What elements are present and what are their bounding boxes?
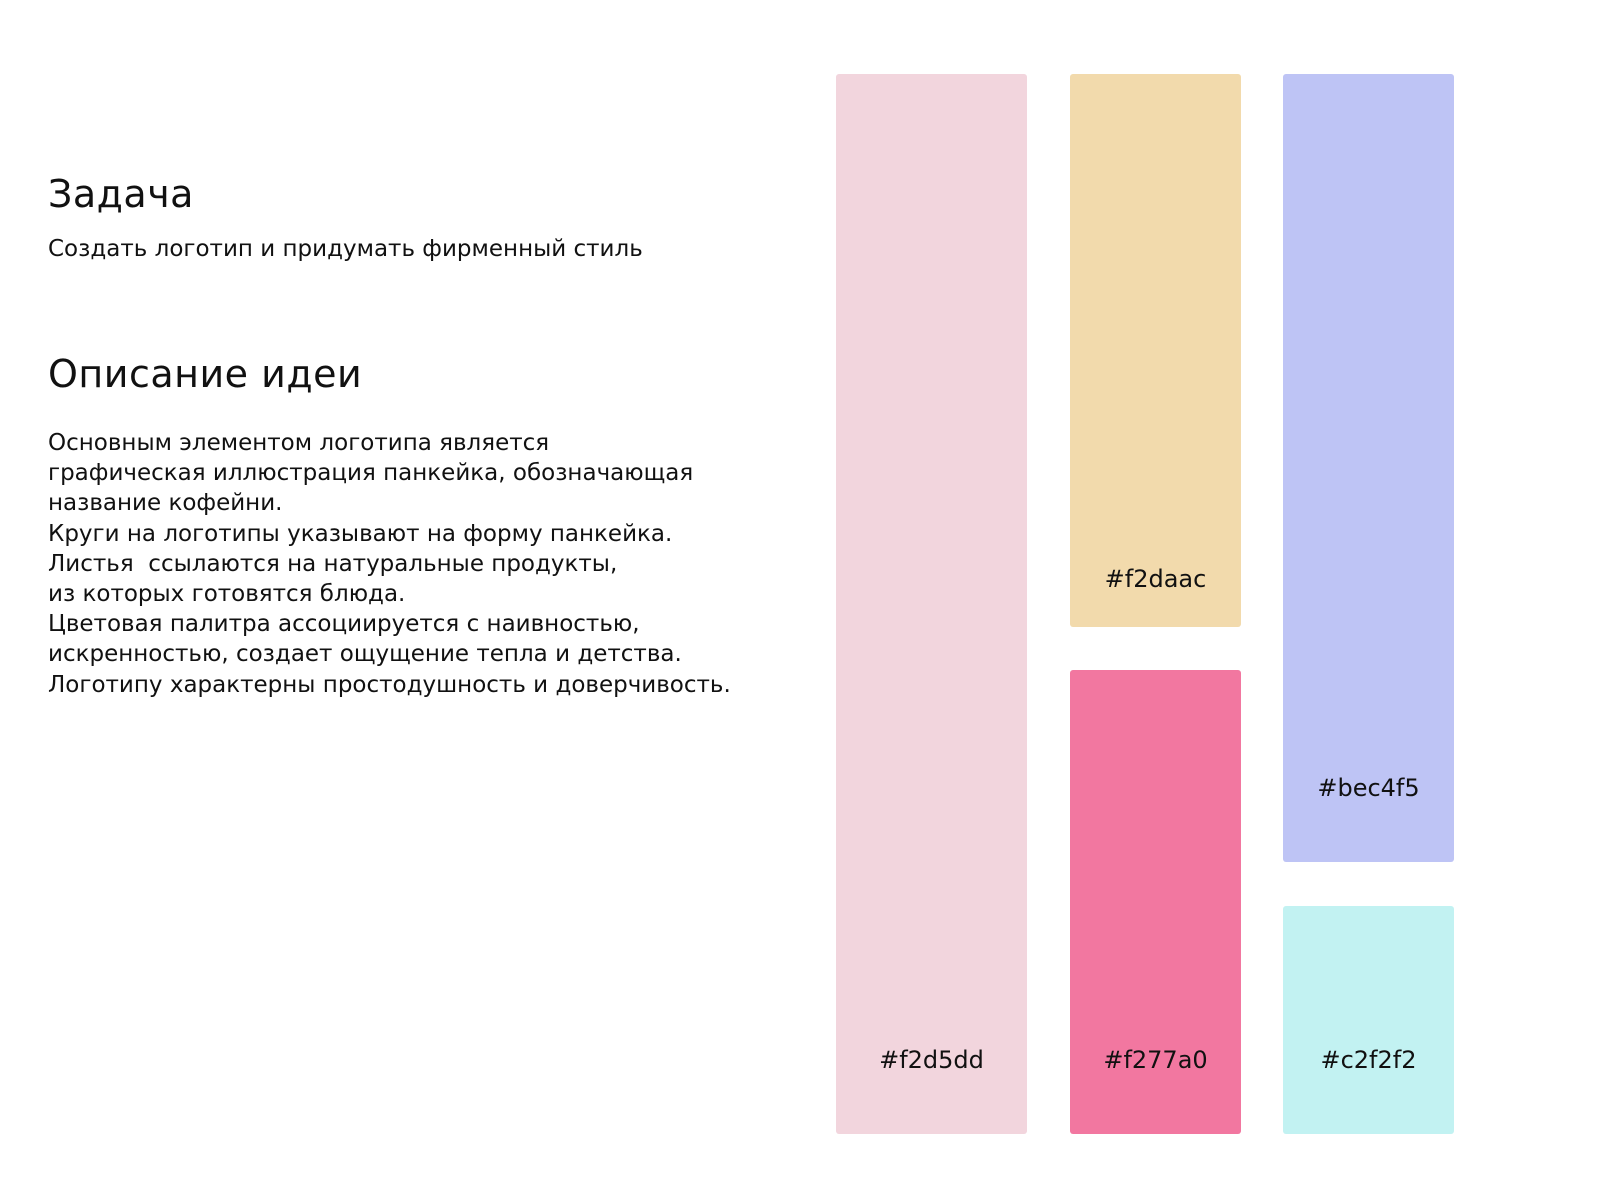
swatch-label: #f2daac xyxy=(1104,565,1207,593)
idea-line: Основным элементом логотипа является xyxy=(48,430,550,456)
swatch-label: #c2f2f2 xyxy=(1320,1046,1417,1074)
color-swatch-hot-pink xyxy=(1070,670,1241,1134)
idea-heading: Описание идеи xyxy=(48,352,363,396)
idea-line: из которых готовятся блюда. xyxy=(48,581,406,608)
task-description: Создать логотип и придумать фирменный стиль xyxy=(48,236,643,262)
idea-line: Листья ссылаются на натуральные продукты, xyxy=(48,550,618,577)
color-swatch-light-pink xyxy=(836,74,1027,1134)
color-swatch-lavender xyxy=(1283,74,1454,862)
idea-line: Цветовая палитра ассоциируется с наивностью, xyxy=(48,611,640,638)
color-swatch-yellow xyxy=(1070,74,1241,627)
swatch-label: #f2d5dd xyxy=(879,1046,984,1074)
idea-line: Логотипу характерны простодушность и доверчивость. xyxy=(48,671,731,698)
swatch-label: #f277a0 xyxy=(1103,1046,1208,1074)
idea-line: искренностью, создает ощущение тепла и детства. xyxy=(48,641,682,668)
idea-description xyxy=(48,428,731,700)
idea-line: Круги на логотипы указывают на форму панкейка. xyxy=(48,520,673,547)
swatch-label: #bec4f5 xyxy=(1317,774,1420,802)
color-swatch-mint xyxy=(1283,906,1454,1134)
task-heading: Задача xyxy=(48,172,194,216)
idea-line: название кофейни. xyxy=(48,490,283,517)
idea-line: графическая иллюстрация панкейка, обозначающая xyxy=(48,460,694,487)
